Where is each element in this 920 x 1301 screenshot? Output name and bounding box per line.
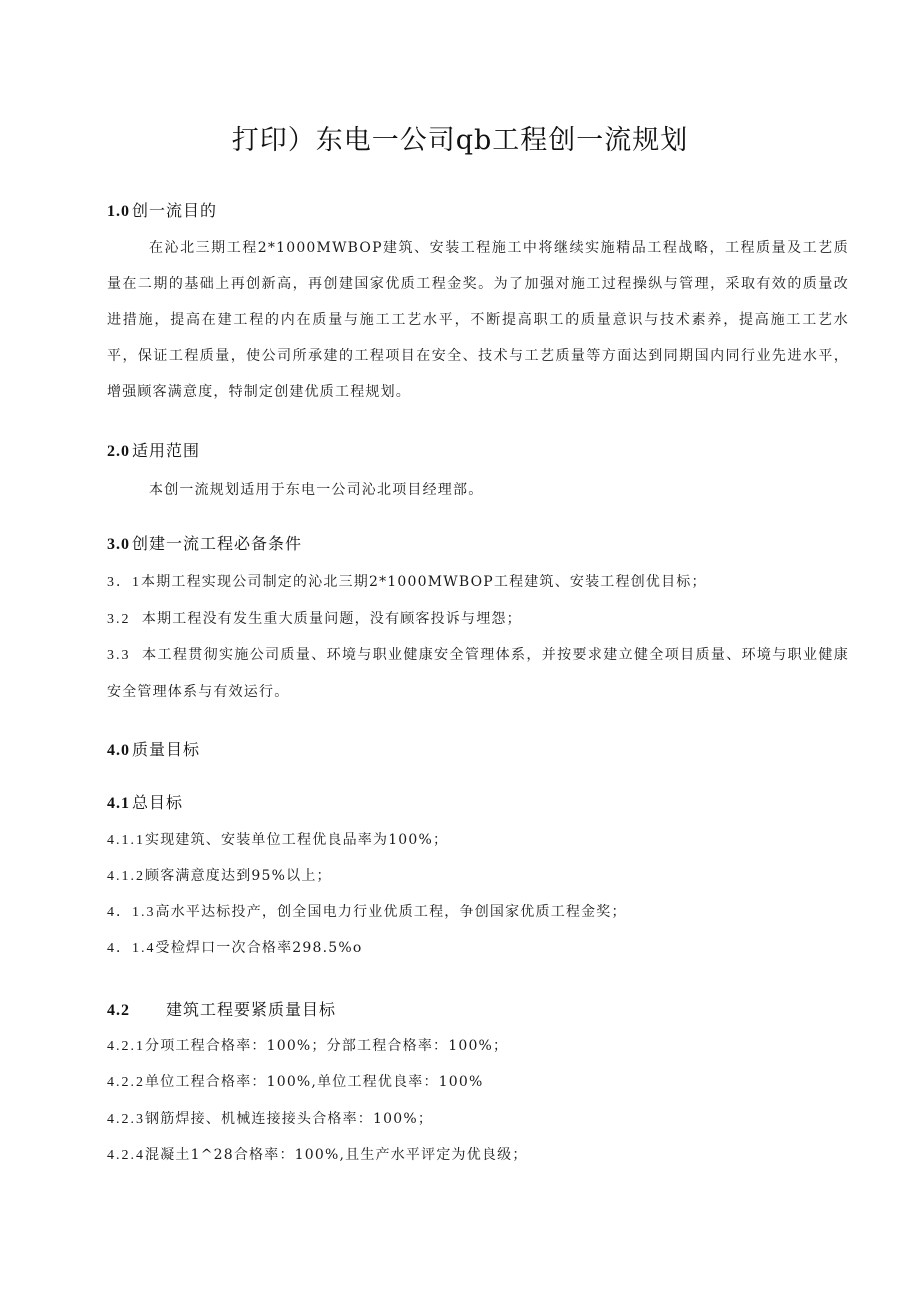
section-number: 2.0 — [107, 443, 130, 460]
item-number: 4.2.3 — [107, 1112, 145, 1127]
item-number: 4.2.1 — [107, 1039, 145, 1054]
section-heading-2 — [107, 438, 200, 461]
section-title: 总目标 — [132, 793, 184, 812]
item-text: 顾客满意度达到95%以上； — [145, 868, 332, 884]
section-heading-3 — [107, 531, 302, 554]
item-text: 本期工程实现公司制定的沁北三期2*1000MWBOP工程建筑、安装工程创优目标； — [141, 574, 707, 590]
section-heading-4-2 — [107, 997, 336, 1020]
section-title: 适用范围 — [132, 441, 201, 460]
item-text: 分项工程合格率：100%；分部工程合格率：100%； — [145, 1038, 509, 1054]
section-heading-1 — [107, 198, 217, 221]
item-text: 混凝土1^28合格率：100%,且生产水平评定为优良级； — [145, 1147, 528, 1163]
section-title: 创一流目的 — [132, 201, 218, 220]
list-item — [107, 865, 849, 885]
document-title: 打印）东电一公司qb工程创一流规划 — [231, 125, 689, 156]
section-number: 1.0 — [107, 203, 130, 220]
item-text: 本期工程没有发生重大质量问题，没有顾客投诉与埋怨； — [141, 611, 522, 627]
item-text: 本工程贯彻实施公司质量、环境与职业健康安全管理体系，并按要求建立健全项目质量、环境与职业健康安全管理体系与有效运行。 — [107, 647, 849, 700]
list-item — [107, 1108, 849, 1128]
list-item — [107, 1071, 849, 1091]
section-heading-4-1 — [107, 790, 183, 813]
list-item — [107, 829, 849, 849]
list-item — [107, 901, 849, 921]
item-number: 4．1.3 — [107, 905, 156, 920]
item-number: 4.2.2 — [107, 1075, 145, 1090]
item-number: 3.3 — [107, 648, 131, 663]
section-number: 4.2 — [107, 1002, 130, 1019]
list-item — [107, 571, 849, 591]
section-title: 建筑工程要紧质量目标 — [166, 1000, 337, 1019]
item-number: 4．1.4 — [107, 941, 156, 956]
item-text: 实现建筑、安装单位工程优良品率为100%； — [145, 832, 449, 848]
list-item — [107, 1144, 849, 1164]
list-item — [107, 937, 849, 957]
section-title: 创建一流工程必备条件 — [132, 534, 303, 553]
item-text: 单位工程合格率：100%,单位工程优良率：100% — [145, 1074, 484, 1090]
item-text: 钢筋焊接、机械连接接头合格率：100%； — [145, 1111, 434, 1127]
list-item — [107, 637, 849, 710]
item-number: 4.1.2 — [107, 869, 145, 884]
list-item — [107, 1035, 849, 1055]
item-number: 4.2.4 — [107, 1148, 145, 1163]
section-paragraph-1: 在沁北三期工程2*1000MWBOP建筑、安装工程施工中将继续实施精品工程战略，工程质量及工艺质量在二期的基础上再创新高，再创建国家优质工程金奖。为了加强对施工过程操纵与管理，采取有效的质量改进措施，提高在建工程的内在质量与施工工艺水平，不断提高职工的质量意识与技术素养，提高施工工艺水平，保证工程质量，使公司所承建的工程项目在安全、技术与工艺质量等方面达到同期国内同行业先进水平，增强顾客满意度，特制定创建优质工程规划。 — [107, 240, 849, 400]
section-title: 质量目标 — [132, 740, 201, 759]
section-heading-4 — [107, 737, 200, 760]
item-text: 高水平达标投产，创全国电力行业优质工程，争创国家优质工程金奖； — [155, 904, 627, 920]
section-number: 3.0 — [107, 536, 130, 553]
section-number: 4.1 — [107, 795, 130, 812]
item-number: 3.2 — [107, 612, 131, 627]
section-paragraph-2: 本创一流规划适用于东电一公司沁北项目经理部。 — [149, 482, 484, 498]
list-item — [107, 608, 849, 628]
item-number: 3．1 — [107, 575, 141, 590]
item-text: 受检焊口一次合格率298.5%o — [155, 940, 363, 956]
section-number: 4.0 — [107, 742, 130, 759]
item-number: 4.1.1 — [107, 833, 145, 848]
